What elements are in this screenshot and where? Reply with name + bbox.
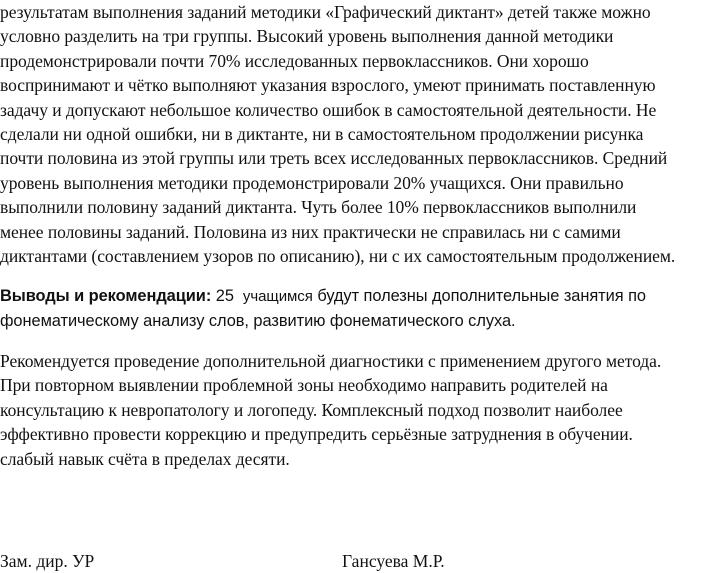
paragraph-line: результатам выполнения заданий методики «Графический диктант» детей также можно — [0, 2, 651, 22]
signature-position: Зам. дир. УР — [0, 551, 95, 571]
paragraph-line: фонематическому анализу слов, развитию фонематического слуха. — [0, 312, 516, 330]
paragraph-line: уровень выполнения методики продемонстрировали 20% учащихся. Они правильно — [0, 172, 624, 193]
paragraph-line: почти половина из этой группы или треть всех исследованных первоклассников. Средний — [0, 148, 668, 169]
paragraph-line: воспринимают и чётко выполняют указания взрослого, умеют принимать поставленную — [0, 75, 656, 96]
paragraph-line: сделали ни одной ошибки, ни в диктанте, ни в самостоятельном продолжении рисунка — [0, 124, 644, 145]
conclusions-label: Выводы и рекомендации: — [0, 287, 212, 305]
results-paragraph — [0, 0, 703, 268]
paragraph-line: слабый навык счёта в пределах десяти. — [0, 448, 290, 469]
recommendation-paragraph — [0, 349, 703, 471]
paragraph-line: диктантами (составлением узоров по описанию), ни с их самостоятельным продолжением. — [0, 246, 676, 267]
paragraph-line: продемонстрировали почти 70% исследованных первоклассников. Они хорошо — [0, 50, 589, 71]
paragraph-line: выполнили половину заданий диктанта. Чуть более 10% первоклассников выполнили — [0, 197, 637, 218]
student-count: 25 — [215, 287, 234, 305]
conclusions-text: будут полезны дополнительные занятия по — [317, 287, 646, 305]
paragraph-line: задачу и допускают небольшое количество ошибок в самостоятельной деятельности. Не — [0, 99, 657, 120]
paragraph-line: Рекомендуется проведение дополнительной диагностики с применением другого метода. — [0, 351, 662, 371]
signature-name: Гансуева М.Р. — [342, 551, 445, 571]
paragraph-line — [0, 284, 690, 309]
students-word: учащимся — [242, 288, 313, 305]
paragraph-line: консультацию к невропатологу и логопеду. Комплексный подход позволит наиболее — [0, 399, 623, 420]
paragraph-line: менее половины заданий. Половина из них практически не справилась ни с самими — [0, 221, 621, 242]
paragraph-line: эффективно провести коррекцию и предупредить серьёзные затруднения в обучении. — [0, 424, 633, 445]
conclusions-paragraph — [0, 284, 690, 334]
paragraph-line: условно разделить на три группы. Высокий уровень выполнения данной методики — [0, 26, 614, 47]
paragraph-line: При повторном выявлении проблемной зоны необходимо направить родителей на — [0, 375, 608, 396]
